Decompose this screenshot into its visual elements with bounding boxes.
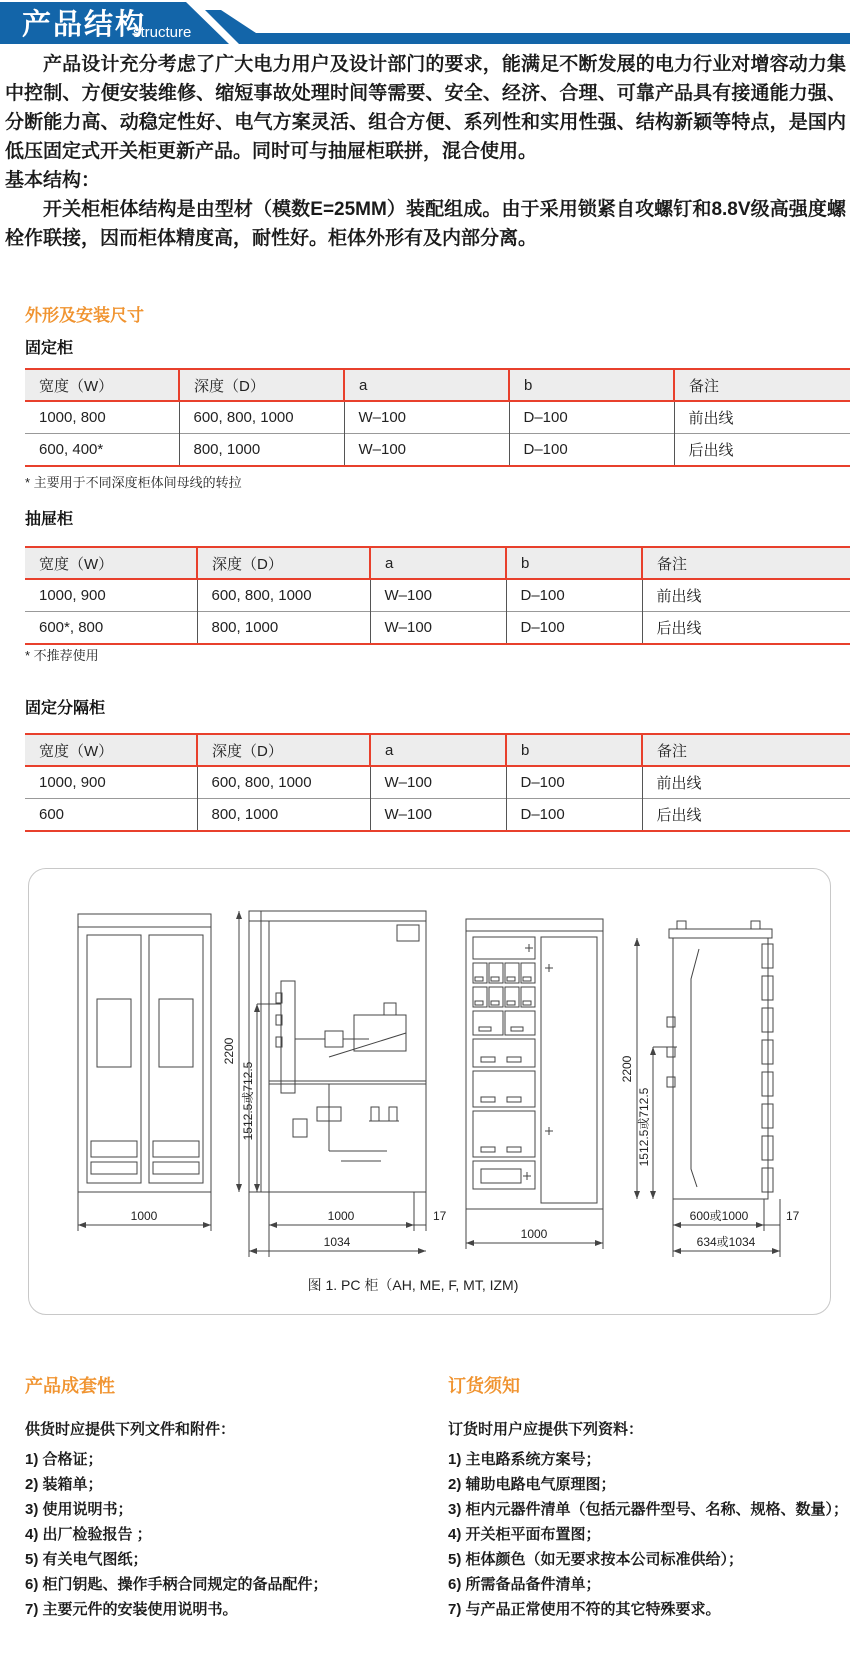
table-row bbox=[25, 434, 850, 467]
list-item: 1) 主电路系统方案号； bbox=[448, 1451, 601, 1468]
list-item: 7) 主要元件的安装使用说明书。 bbox=[25, 1601, 238, 1618]
list-item: 4) 开关柜平面布置图； bbox=[448, 1526, 601, 1543]
dim-label-height-2200: 2200 bbox=[222, 1037, 236, 1065]
dim-label-width-1000: 1000 bbox=[130, 1209, 158, 1223]
column-header: b bbox=[506, 547, 642, 579]
column-header: 宽度（W） bbox=[25, 734, 197, 766]
banner-strip-shape bbox=[205, 10, 850, 44]
table-cell: W–100 bbox=[344, 434, 509, 467]
table-cell: 600, 800, 1000 bbox=[179, 401, 344, 434]
table-cell: 600, 800, 1000 bbox=[197, 766, 370, 799]
table-cell: W–100 bbox=[370, 612, 506, 645]
list-item: 6) 所需备品备件清单； bbox=[448, 1576, 601, 1593]
table-cell: W–100 bbox=[344, 401, 509, 434]
ordering-notes-intro: 订货时用户应提供下列资料： bbox=[448, 1421, 644, 1438]
front-view-drawer-cabinet bbox=[466, 919, 603, 1249]
page-title: 产品结构 bbox=[22, 9, 147, 41]
table-cell: 600, 400* bbox=[25, 434, 179, 467]
intro-block bbox=[0, 50, 848, 253]
column-header: 备注 bbox=[674, 369, 850, 401]
list-item: 7) 与产品正常使用不符的其它特殊要求。 bbox=[448, 1601, 721, 1618]
table-cell: W–100 bbox=[370, 766, 506, 799]
column-header: a bbox=[344, 369, 509, 401]
dim-label-gap-17: 17 bbox=[786, 1209, 800, 1223]
side-section-view bbox=[222, 911, 447, 1257]
intro-paragraph-1: 产品设计充分考虑了广大电力用户及设计部门的要求，能满足不断发展的电力行业对增容动力集中控制、方便安装维修、缩短事故处理时间等需要、安全、经济、合理、可靠产品具有接通能力强、分断能力高、动稳定性好、电气方案灵活、组合方便、系列性和实用性强、结构新颖等特点，是国内低压固定式开关柜更新产品。同时可与抽屉柜联拼，混合使用。 bbox=[5, 54, 846, 162]
table-row bbox=[25, 401, 850, 434]
table-cell: 600*, 800 bbox=[25, 612, 197, 645]
side-view-cabinet bbox=[620, 921, 800, 1257]
partition-cabinet-title: 固定分隔柜 bbox=[25, 700, 106, 717]
ordering-notes-list bbox=[448, 1447, 848, 1622]
ordering-notes-heading: 订货须知 bbox=[448, 1376, 520, 1396]
list-item: 3) 使用说明书； bbox=[25, 1501, 133, 1518]
ordering-notes-section bbox=[448, 1372, 848, 1622]
table-cell: D–100 bbox=[506, 579, 642, 612]
list-item: 5) 柜体颜色（如无要求按本公司标准供给）； bbox=[448, 1551, 744, 1568]
table-cell: 800, 1000 bbox=[197, 612, 370, 645]
table-cell: 1000, 900 bbox=[39, 587, 106, 604]
partition-cabinet-table bbox=[25, 733, 850, 832]
dim-label-height-1512: 1512.5或712.5 bbox=[637, 1087, 651, 1167]
table-row bbox=[25, 579, 850, 612]
product-completeness-list bbox=[25, 1447, 425, 1622]
table-cell: D–100 bbox=[506, 766, 642, 799]
table-cell: D–100 bbox=[509, 401, 674, 434]
table-cell: D–100 bbox=[506, 799, 642, 832]
page-header-banner bbox=[0, 0, 850, 44]
table-cell: W–100 bbox=[370, 579, 506, 612]
drawer-cabinet-table bbox=[25, 546, 850, 645]
product-completeness-intro: 供货时应提供下列文件和附件： bbox=[25, 1421, 236, 1438]
table-header-row bbox=[25, 369, 850, 401]
table-cell: 600 bbox=[25, 799, 197, 832]
figure-caption: 图 1. PC 柜（AH, ME, F, MT, IZM) bbox=[307, 1277, 519, 1293]
column-header: 深度（D） bbox=[197, 547, 370, 579]
page-subtitle: structure bbox=[133, 24, 192, 41]
table-cell: 800, 1000 bbox=[197, 799, 370, 832]
intro-paragraph-2: 开关柜柜体结构是由型材（模数E=25MM）装配组成。由于采用锁紧自攻螺钉和8.8V级高强度螺栓作联接，因而柜体精度高，耐性好。柜体外形有及内部分离。 bbox=[5, 199, 846, 249]
dim-label-width-1000: 1000 bbox=[327, 1209, 355, 1223]
dim-label-depth-600-1000: 600或1000 bbox=[689, 1209, 749, 1223]
table-cell: D–100 bbox=[506, 612, 642, 645]
fixed-cabinet-table bbox=[25, 368, 850, 467]
list-item: 2) 辅助电路电气原理图； bbox=[448, 1476, 616, 1493]
table-cell: 后出线 bbox=[642, 612, 850, 645]
table-cell: 后出线 bbox=[642, 799, 850, 832]
column-header: 宽度（W） bbox=[25, 547, 197, 579]
column-header: 深度（D） bbox=[197, 734, 370, 766]
list-item: 2) 装箱单； bbox=[25, 1476, 103, 1493]
table-row bbox=[25, 799, 850, 832]
list-item: 3) 柜内元器件清单（包括元器件型号、名称、规格、数量）； bbox=[448, 1501, 849, 1518]
column-header: b bbox=[509, 369, 674, 401]
basic-structure-label: 基本结构： bbox=[5, 170, 101, 191]
drawer-cabinet-footnote: * 不推荐使用 bbox=[25, 648, 99, 663]
table-cell: 1000, 900 bbox=[39, 774, 106, 791]
dim-label-gap-17: 17 bbox=[433, 1209, 447, 1223]
column-header: a bbox=[370, 734, 506, 766]
table-cell: 800, 1000 bbox=[179, 434, 344, 467]
cabinet-drawings bbox=[29, 869, 830, 1312]
dim-label-depth-634-1034: 634或1034 bbox=[696, 1235, 756, 1249]
table-cell: D–100 bbox=[509, 434, 674, 467]
table-header-row bbox=[25, 547, 850, 579]
product-completeness-heading: 产品成套性 bbox=[25, 1376, 115, 1396]
table-row bbox=[25, 766, 850, 799]
list-item: 4) 出厂检验报告 ； bbox=[25, 1526, 152, 1543]
table-cell: 前出线 bbox=[642, 579, 850, 612]
dim-label-height-2200: 2200 bbox=[620, 1055, 634, 1083]
list-item: 1) 合格证； bbox=[25, 1451, 103, 1468]
table-cell: 前出线 bbox=[674, 401, 850, 434]
table-cell: 后出线 bbox=[674, 434, 850, 467]
list-item: 6) 柜门钥匙、操作手柄合同规定的备品配件； bbox=[25, 1576, 328, 1593]
column-header: 备注 bbox=[642, 734, 850, 766]
dim-label-width-1000: 1000 bbox=[520, 1227, 548, 1241]
dimensions-section-heading: 外形及安装尺寸 bbox=[25, 306, 144, 325]
table-cell: 600, 800, 1000 bbox=[197, 579, 370, 612]
table-cell: 1000, 800 bbox=[39, 409, 106, 426]
table-header-row bbox=[25, 734, 850, 766]
front-view-fixed-cabinet bbox=[78, 914, 211, 1231]
dim-label-height-1512: 1512.5或712.5 bbox=[241, 1061, 255, 1141]
column-header: b bbox=[506, 734, 642, 766]
drawer-cabinet-title: 抽屉柜 bbox=[25, 511, 74, 528]
product-completeness-section bbox=[25, 1372, 425, 1622]
table-cell: 前出线 bbox=[642, 766, 850, 799]
column-header: 宽度（W） bbox=[25, 369, 179, 401]
figure-box bbox=[28, 868, 831, 1315]
column-header: 深度（D） bbox=[179, 369, 344, 401]
dim-label-width-1034: 1034 bbox=[323, 1235, 351, 1249]
fixed-cabinet-title: 固定柜 bbox=[25, 340, 74, 357]
column-header: 备注 bbox=[642, 547, 850, 579]
table-cell: W–100 bbox=[370, 799, 506, 832]
list-item: 5) 有关电气图纸； bbox=[25, 1551, 148, 1568]
fixed-cabinet-footnote: * 主要用于不同深度柜体间母线的转拉 bbox=[25, 475, 242, 490]
column-header: a bbox=[370, 547, 506, 579]
table-row bbox=[25, 612, 850, 645]
